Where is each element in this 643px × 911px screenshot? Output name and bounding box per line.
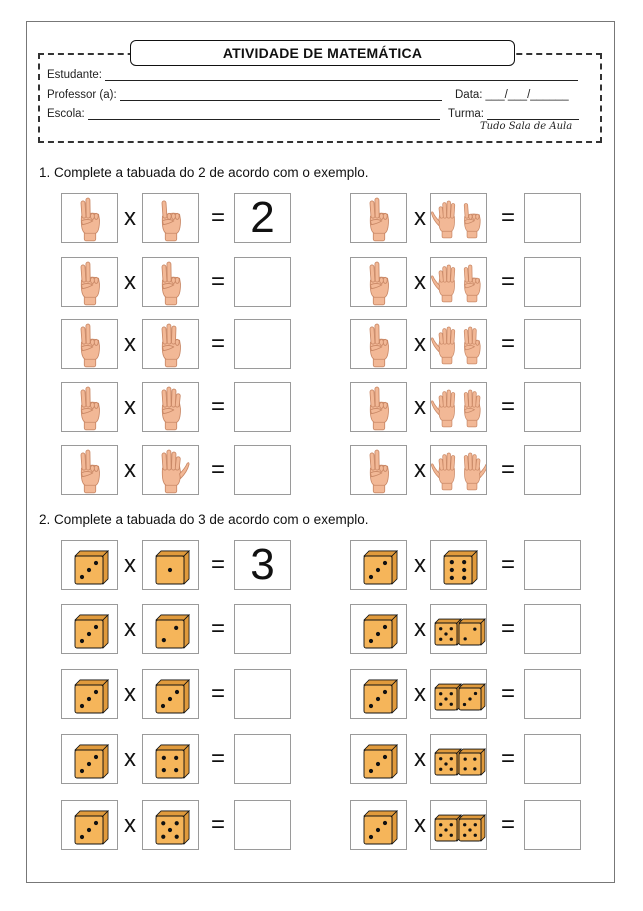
- hand-multiplier-cell: [142, 193, 199, 243]
- hand-multiplier-cell: [142, 382, 199, 432]
- die-5: [435, 619, 461, 645]
- dice-multiplicand-cell: [350, 800, 407, 850]
- hand-2-fingers: [370, 262, 389, 305]
- pip: [80, 704, 84, 708]
- pip: [175, 690, 179, 694]
- answer-box[interactable]: [524, 604, 581, 654]
- answer-box[interactable]: [234, 604, 291, 654]
- times-sign: x: [414, 680, 426, 707]
- equals-sign: =: [500, 268, 515, 295]
- pip: [444, 762, 447, 765]
- hand-multiplicand-cell: [350, 319, 407, 369]
- dice-multiplier-cell: [430, 604, 487, 654]
- pip: [462, 576, 466, 580]
- die-5: [435, 684, 461, 710]
- equals-sign: =: [210, 680, 225, 707]
- times-sign: x: [124, 393, 136, 420]
- hand-2-fingers: [81, 262, 100, 305]
- die-3: [75, 745, 108, 778]
- pip: [464, 767, 467, 770]
- school-line: [88, 108, 440, 120]
- hand-multiplier-cell: [430, 193, 487, 243]
- answer-box[interactable]: [234, 445, 291, 495]
- hand-multiplicand-cell: [61, 257, 118, 307]
- times-sign: x: [124, 615, 136, 642]
- pip: [473, 758, 476, 761]
- pip: [444, 828, 447, 831]
- hand-2-fingers: [162, 262, 181, 305]
- class-line: [487, 108, 579, 120]
- times-sign: x: [124, 456, 136, 483]
- hand-multiplicand-cell: [350, 257, 407, 307]
- answer-box[interactable]: [524, 382, 581, 432]
- times-sign: x: [414, 811, 426, 838]
- equals-sign: =: [210, 268, 225, 295]
- equals-sign: =: [210, 330, 225, 357]
- dice-multiplier-cell: [142, 669, 199, 719]
- pip: [450, 834, 453, 837]
- pip: [450, 638, 453, 641]
- equals-sign: =: [500, 745, 515, 772]
- hand-2-fingers: [81, 387, 100, 430]
- dice-multiplicand-cell: [350, 669, 407, 719]
- answer-box[interactable]: [524, 800, 581, 850]
- times-sign: x: [414, 268, 426, 295]
- pip: [162, 768, 166, 772]
- instruction-1: 1. Complete a tabuada do 2 de acordo com o exemplo.: [39, 165, 369, 180]
- pip: [444, 697, 447, 700]
- equals-sign: =: [500, 615, 515, 642]
- dice-multiplicand-cell: [61, 669, 118, 719]
- pip: [376, 828, 380, 832]
- date-label: Data:: [455, 89, 483, 101]
- times-sign: x: [414, 204, 426, 231]
- times-sign: x: [414, 615, 426, 642]
- hand-multiplier-cell: [430, 382, 487, 432]
- pip: [439, 834, 442, 837]
- answer-text: 3: [250, 540, 275, 589]
- equals-sign: =: [210, 745, 225, 772]
- dice-multiplier-cell: [142, 540, 199, 590]
- answer-box[interactable]: [234, 669, 291, 719]
- hand-5-fingers: [431, 201, 454, 238]
- pip: [87, 697, 91, 701]
- teacher-label: Professor (a):: [47, 89, 117, 101]
- pip: [87, 632, 91, 636]
- die-3: [364, 551, 397, 584]
- equals-sign: =: [210, 204, 225, 231]
- student-label: Estudante:: [47, 69, 102, 81]
- pip: [168, 568, 172, 572]
- hand-multiplier-cell: [430, 445, 487, 495]
- pip: [439, 757, 442, 760]
- hand-5-fingers: [464, 453, 486, 490]
- pip: [450, 576, 454, 580]
- die-2: [459, 619, 485, 645]
- pip: [450, 757, 453, 760]
- equals-sign: =: [500, 330, 515, 357]
- pip: [439, 823, 442, 826]
- pip: [462, 560, 466, 564]
- die-3: [156, 680, 189, 713]
- pip: [162, 756, 166, 760]
- hand-4-fingers: [162, 387, 181, 430]
- equals-sign: =: [210, 456, 225, 483]
- class-label: Turma:: [448, 108, 484, 120]
- hand-4-fingers: [464, 390, 480, 427]
- dice-multiplicand-cell: [350, 540, 407, 590]
- times-sign: x: [414, 551, 426, 578]
- pip: [87, 762, 91, 766]
- pip: [383, 690, 387, 694]
- equals-sign: =: [210, 551, 225, 578]
- equals-sign: =: [210, 811, 225, 838]
- hand-multiplicand-cell: [61, 382, 118, 432]
- answer-box[interactable]: [234, 319, 291, 369]
- answer-text: 2: [250, 193, 275, 242]
- answer-box[interactable]: [524, 193, 581, 243]
- pip: [87, 828, 91, 832]
- answer-box[interactable]: [234, 193, 291, 243]
- date-field[interactable]: [455, 89, 569, 101]
- pip: [450, 627, 453, 630]
- pip: [439, 703, 442, 706]
- die-1: [156, 551, 189, 584]
- class-field[interactable]: [448, 108, 579, 120]
- pip: [369, 639, 373, 643]
- dice-multiplicand-cell: [350, 604, 407, 654]
- dice-multiplicand-cell: [61, 604, 118, 654]
- answer-box[interactable]: [524, 734, 581, 784]
- die-3: [364, 745, 397, 778]
- date-blank: ___/___/______: [485, 89, 569, 101]
- pip: [161, 704, 165, 708]
- pip: [468, 697, 471, 700]
- hand-5-fingers: [431, 390, 454, 427]
- die-3: [75, 551, 108, 584]
- times-sign: x: [124, 680, 136, 707]
- hand-2-fingers: [370, 387, 389, 430]
- hand-3-fingers: [162, 324, 181, 367]
- hand-multiplicand-cell: [61, 193, 118, 243]
- pip: [444, 632, 447, 635]
- answer-box[interactable]: [234, 540, 291, 590]
- times-sign: x: [124, 811, 136, 838]
- pip: [450, 560, 454, 564]
- hand-5-fingers: [431, 327, 454, 364]
- hand-multiplier-cell: [430, 319, 487, 369]
- dice-multiplicand-cell: [350, 734, 407, 784]
- equals-sign: =: [210, 615, 225, 642]
- equals-sign: =: [500, 204, 515, 231]
- die-5: [435, 815, 461, 841]
- hand-5-fingers: [431, 453, 454, 490]
- pip: [474, 823, 477, 826]
- hand-multiplicand-cell: [350, 445, 407, 495]
- pip: [161, 835, 165, 839]
- pip: [464, 637, 467, 640]
- answer-box[interactable]: [524, 319, 581, 369]
- pip: [463, 703, 466, 706]
- hand-2-fingers: [370, 198, 389, 241]
- times-sign: x: [124, 551, 136, 578]
- pip: [80, 639, 84, 643]
- pip: [383, 755, 387, 759]
- answer-box[interactable]: [234, 734, 291, 784]
- pip: [463, 834, 466, 837]
- die-4: [459, 749, 485, 775]
- hand-multiplier-cell: [142, 319, 199, 369]
- dice-multiplier-cell: [430, 669, 487, 719]
- hand-1-fingers: [464, 203, 480, 238]
- pip: [80, 769, 84, 773]
- pip: [450, 823, 453, 826]
- times-sign: x: [124, 268, 136, 295]
- answer-box[interactable]: [524, 257, 581, 307]
- dice-multiplier-cell: [430, 734, 487, 784]
- pip: [473, 767, 476, 770]
- hand-multiplier-cell: [430, 257, 487, 307]
- die-6: [444, 551, 477, 584]
- pip: [369, 575, 373, 579]
- dice-multiplier-cell: [430, 540, 487, 590]
- pip: [162, 638, 166, 642]
- pip: [450, 692, 453, 695]
- pip: [369, 704, 373, 708]
- equals-sign: =: [500, 811, 515, 838]
- hand-2-fingers: [81, 324, 100, 367]
- school-label: Escola:: [47, 108, 85, 120]
- student-line: [105, 69, 578, 81]
- hand-multiplicand-cell: [61, 445, 118, 495]
- dice-multiplier-cell: [142, 604, 199, 654]
- instruction-2: 2. Complete a tabuada do 3 de acordo com o exemplo.: [39, 512, 369, 527]
- pip: [474, 692, 477, 695]
- hand-multiplicand-cell: [61, 319, 118, 369]
- pip: [383, 561, 387, 565]
- hand-5-fingers: [431, 265, 454, 302]
- hand-multiplicand-cell: [350, 193, 407, 243]
- hand-5-fingers: [162, 450, 189, 493]
- pip: [383, 625, 387, 629]
- hand-2-fingers: [370, 324, 389, 367]
- pip: [450, 768, 453, 771]
- pip: [463, 823, 466, 826]
- answer-box[interactable]: [234, 382, 291, 432]
- hand-multiplier-cell: [142, 445, 199, 495]
- pip: [439, 692, 442, 695]
- die-5: [435, 749, 461, 775]
- answer-box[interactable]: [234, 257, 291, 307]
- hand-multiplicand-cell: [350, 382, 407, 432]
- pip: [450, 568, 454, 572]
- teacher-line: [120, 89, 442, 101]
- teacher-field[interactable]: [47, 89, 442, 101]
- pip: [376, 632, 380, 636]
- hand-2-fingers: [81, 450, 100, 493]
- pip: [175, 835, 179, 839]
- pip: [439, 638, 442, 641]
- pip: [168, 828, 172, 832]
- pip: [175, 821, 179, 825]
- equals-sign: =: [500, 551, 515, 578]
- equals-sign: =: [500, 680, 515, 707]
- answer-box[interactable]: [234, 800, 291, 850]
- die-5: [156, 811, 189, 844]
- equals-sign: =: [500, 393, 515, 420]
- dice-multiplier-cell: [142, 800, 199, 850]
- die-2: [156, 615, 189, 648]
- equals-sign: =: [500, 456, 515, 483]
- answer-box[interactable]: [524, 540, 581, 590]
- die-3: [459, 684, 485, 710]
- pip: [168, 697, 172, 701]
- dice-multiplicand-cell: [61, 800, 118, 850]
- answer-box[interactable]: [524, 669, 581, 719]
- pip: [474, 834, 477, 837]
- die-3: [364, 811, 397, 844]
- page-title: ATIVIDADE DE MATEMÁTICA: [130, 40, 515, 66]
- dice-multiplicand-cell: [61, 540, 118, 590]
- pip: [468, 828, 471, 831]
- pip: [376, 762, 380, 766]
- pip: [80, 575, 84, 579]
- die-3: [75, 680, 108, 713]
- pip: [439, 768, 442, 771]
- hand-3-fingers: [464, 327, 480, 364]
- hand-2-fingers: [81, 198, 100, 241]
- pip: [174, 756, 178, 760]
- pip: [473, 628, 476, 631]
- hand-2-fingers: [370, 450, 389, 493]
- pip: [94, 561, 98, 565]
- pip: [94, 821, 98, 825]
- hand-1-fingers: [162, 201, 181, 241]
- hand-2-fingers: [464, 265, 480, 302]
- pip: [439, 627, 442, 630]
- times-sign: x: [414, 330, 426, 357]
- dice-multiplicand-cell: [61, 734, 118, 784]
- pip: [462, 568, 466, 572]
- pip: [80, 835, 84, 839]
- die-3: [364, 615, 397, 648]
- pip: [94, 690, 98, 694]
- times-sign: x: [414, 393, 426, 420]
- pip: [174, 768, 178, 772]
- times-sign: x: [124, 204, 136, 231]
- logo: Tudo Sala de Aula: [480, 121, 573, 132]
- pip: [376, 697, 380, 701]
- pip: [94, 625, 98, 629]
- pip: [369, 835, 373, 839]
- pip: [161, 821, 165, 825]
- pip: [369, 769, 373, 773]
- pip: [376, 568, 380, 572]
- times-sign: x: [124, 330, 136, 357]
- pip: [383, 821, 387, 825]
- die-3: [364, 680, 397, 713]
- pip: [87, 568, 91, 572]
- die-3: [75, 615, 108, 648]
- die-3: [75, 811, 108, 844]
- pip: [174, 626, 178, 630]
- dice-multiplier-cell: [430, 800, 487, 850]
- school-field[interactable]: [47, 108, 440, 120]
- hand-multiplier-cell: [142, 257, 199, 307]
- student-field[interactable]: [47, 69, 578, 81]
- times-sign: x: [414, 456, 426, 483]
- answer-box[interactable]: [524, 445, 581, 495]
- die-4: [156, 745, 189, 778]
- times-sign: x: [124, 745, 136, 772]
- times-sign: x: [414, 745, 426, 772]
- equals-sign: =: [210, 393, 225, 420]
- pip: [450, 703, 453, 706]
- pip: [94, 755, 98, 759]
- pip: [464, 758, 467, 761]
- die-5: [459, 815, 485, 841]
- dice-multiplier-cell: [142, 734, 199, 784]
